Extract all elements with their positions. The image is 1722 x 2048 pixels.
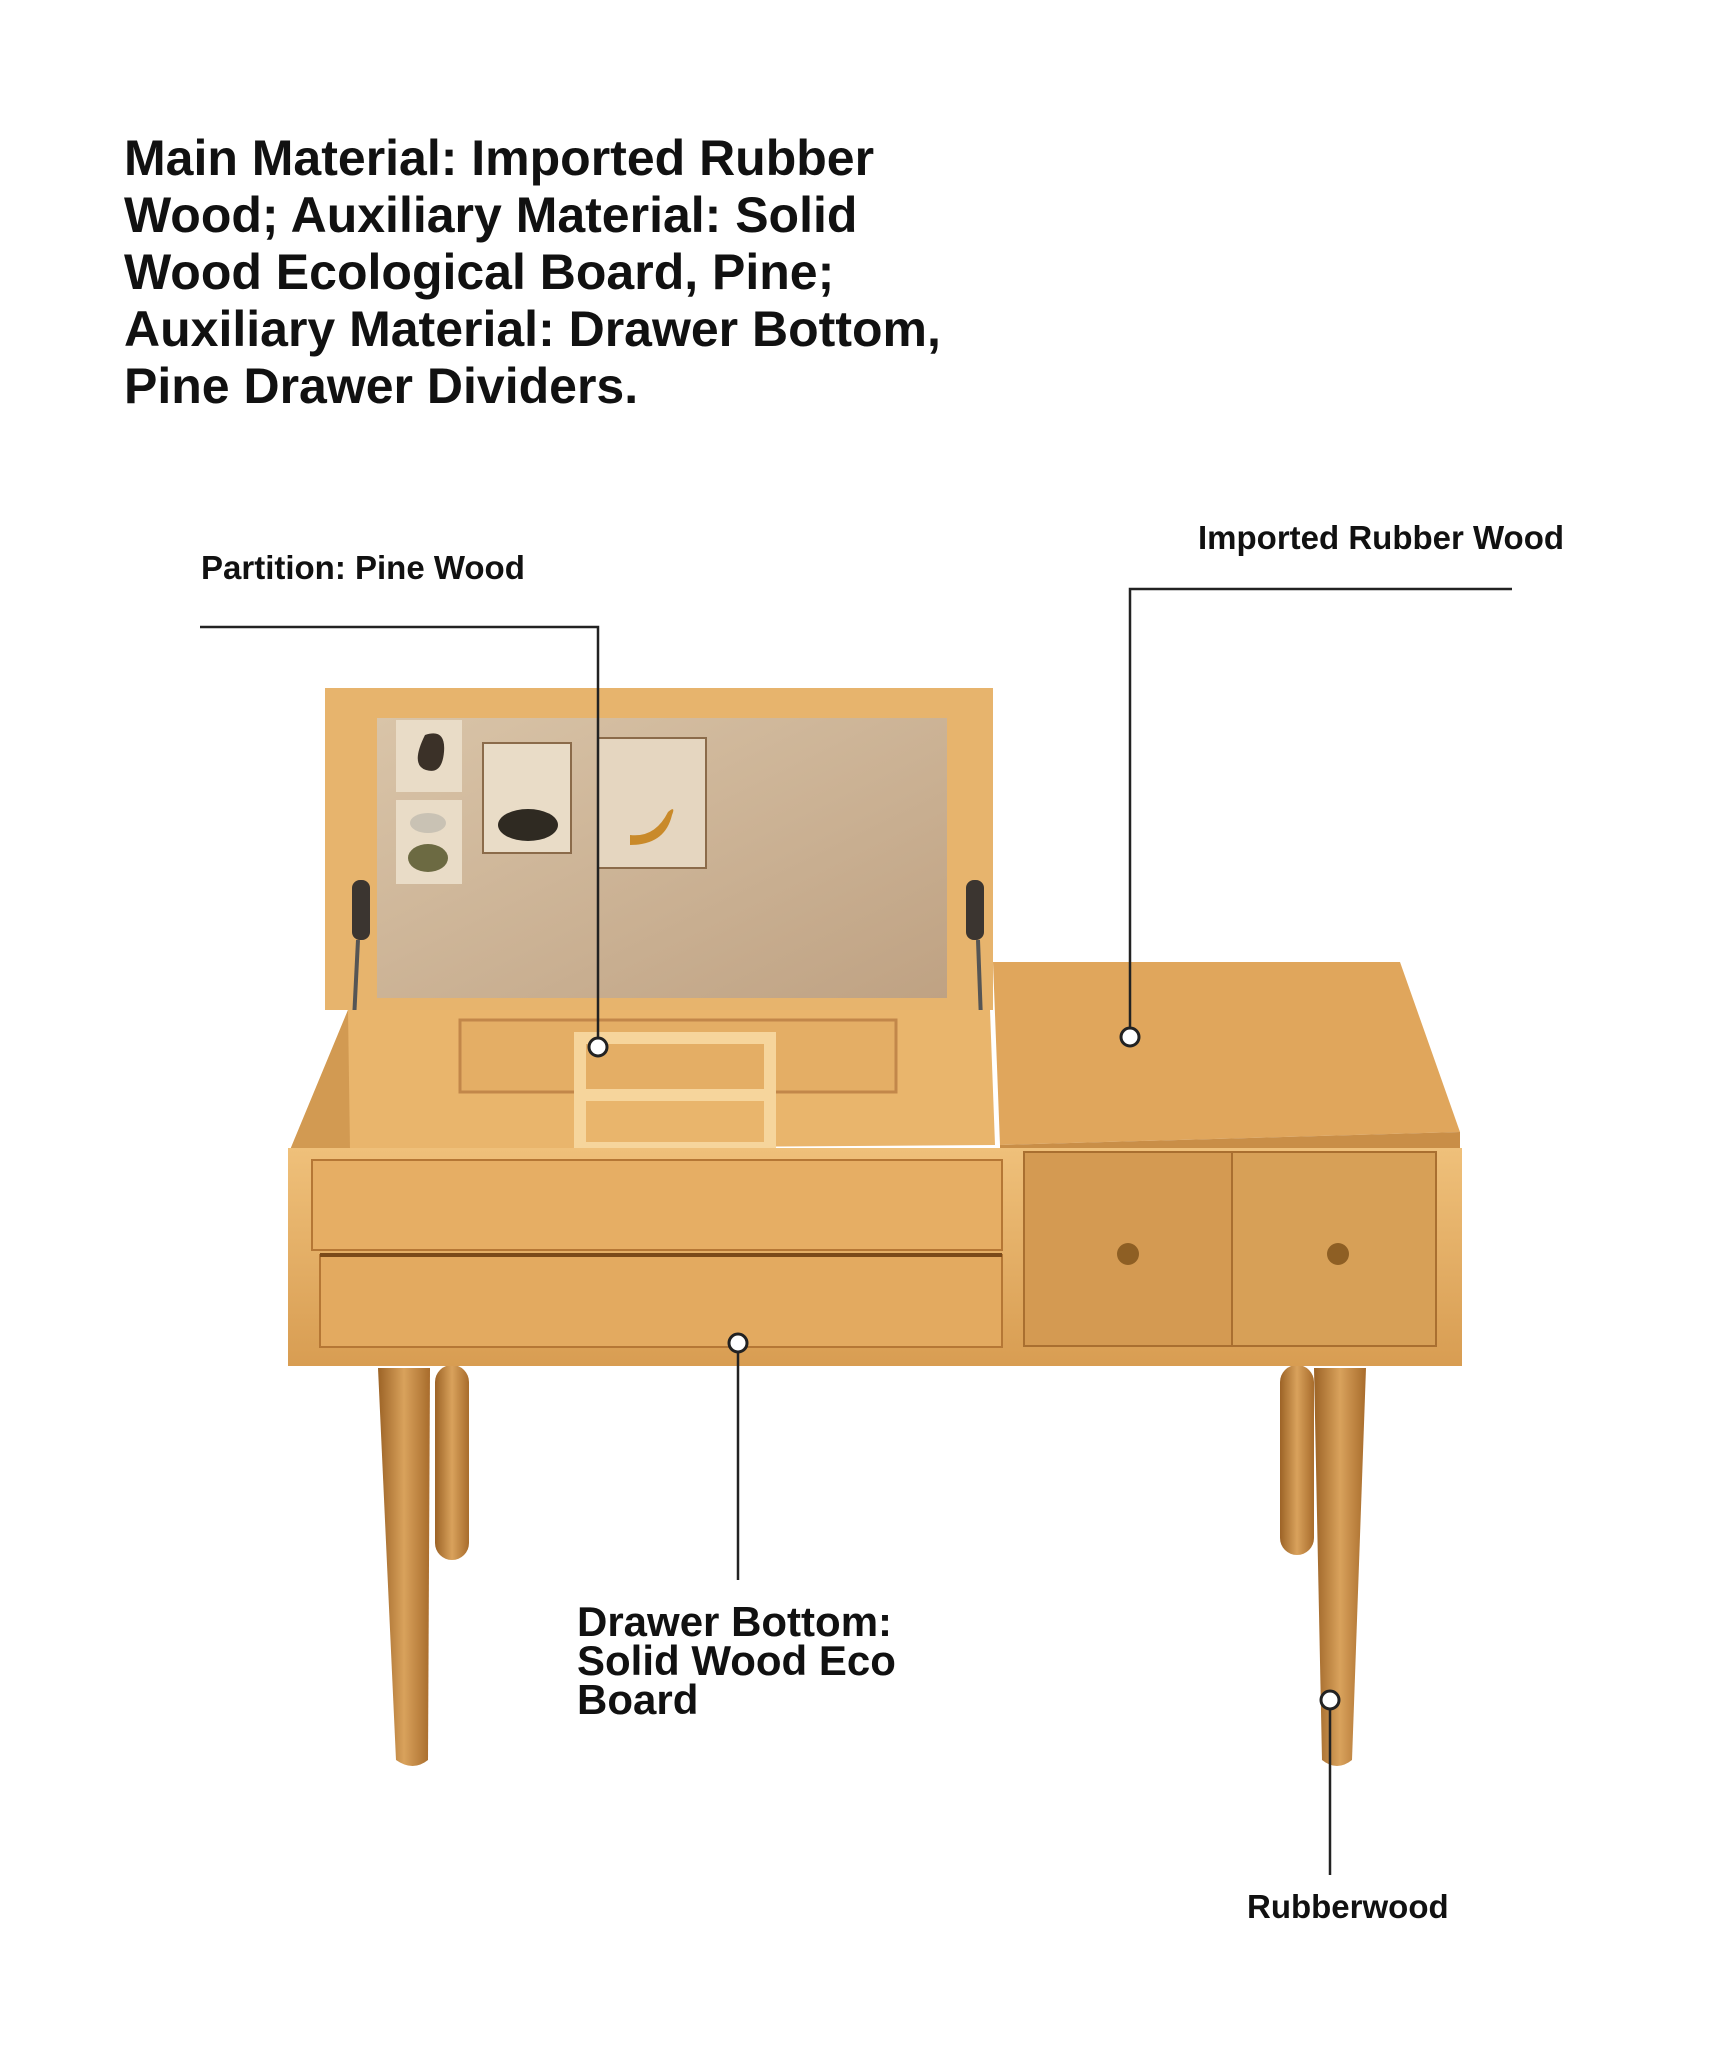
top-dot	[1121, 1028, 1139, 1046]
drawer-knob-right	[1327, 1243, 1349, 1265]
callout-legs: Rubberwood	[1247, 1888, 1449, 1925]
right-tabletop	[993, 962, 1460, 1145]
callout-drawer-bottom: Drawer Bottom: Solid Wood Eco Board	[577, 1598, 896, 1723]
back-left-leg	[435, 1365, 469, 1560]
callout-partition: Partition: Pine Wood	[201, 549, 525, 586]
upper-drawer-front	[312, 1160, 1002, 1250]
right-hinge	[966, 880, 984, 940]
material-description: Main Material: Imported Rubber Wood; Auxiliary Material: Solid Wood Ecological Board, Pine; Auxiliary Material: Drawer Bottom, Pine Drawer Dividers.	[124, 130, 941, 414]
partition-dot	[589, 1038, 607, 1056]
back-right-leg	[1280, 1365, 1314, 1555]
callout-top: Imported Rubber Wood	[1198, 519, 1565, 556]
front-left-leg	[378, 1368, 430, 1766]
drawer-knob-left	[1117, 1243, 1139, 1265]
lower-drawer-front	[320, 1255, 1002, 1347]
drawer-bottom-dot	[729, 1334, 747, 1352]
legs-dot	[1321, 1691, 1339, 1709]
left-hinge	[352, 880, 370, 940]
